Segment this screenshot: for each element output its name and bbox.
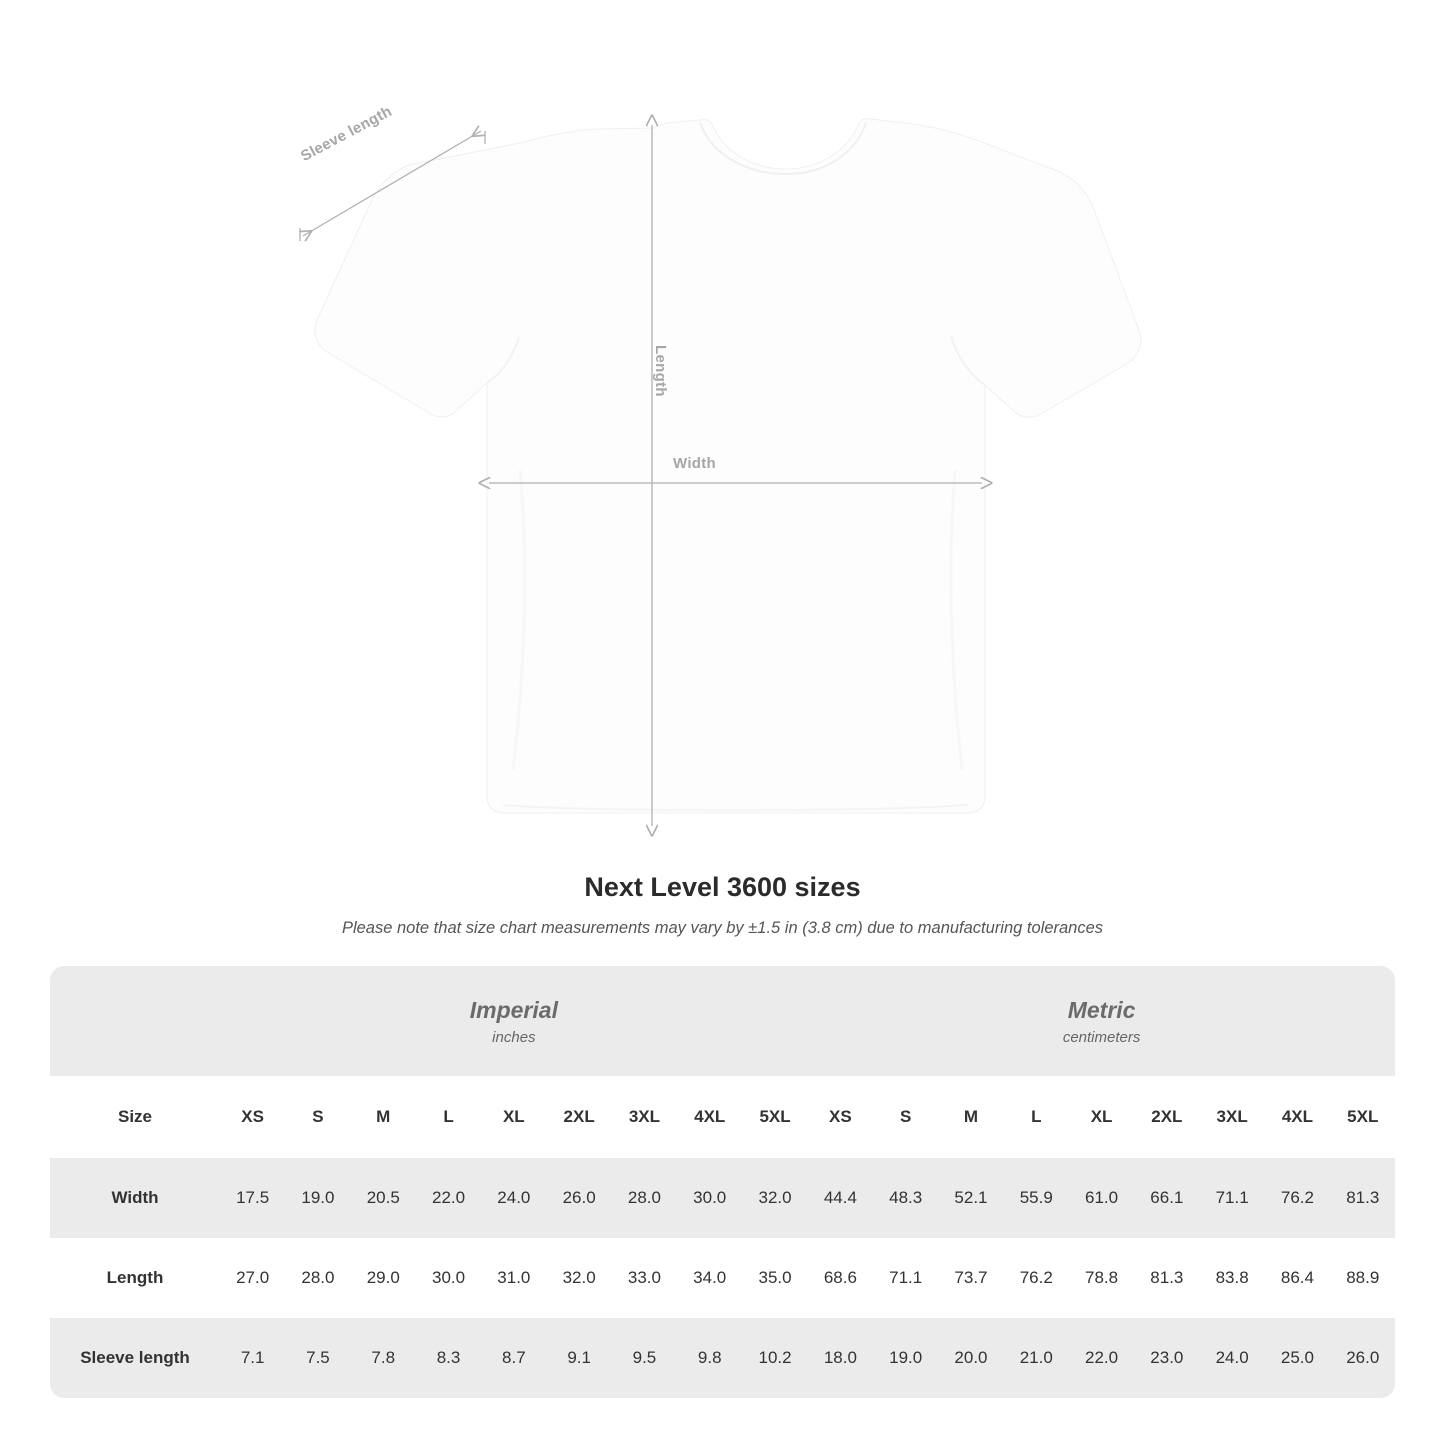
cell-width-1: 19.0 (285, 1158, 350, 1238)
header-size: Size (50, 1076, 220, 1158)
cell-sleeve-2: 7.8 (351, 1318, 416, 1398)
cell-sleeve-7: 9.8 (677, 1318, 742, 1398)
cell-sleeve-13: 22.0 (1069, 1318, 1134, 1398)
cell-width-8: 32.0 (742, 1158, 807, 1238)
cell-sleeve-16: 25.0 (1265, 1318, 1330, 1398)
cell-sleeve-15: 24.0 (1200, 1318, 1265, 1398)
sleeve-length-label: Sleeve length (298, 102, 395, 166)
cell-length-14: 81.3 (1134, 1238, 1199, 1318)
cell-length-13: 78.8 (1069, 1238, 1134, 1318)
row-label-width: Width (50, 1158, 220, 1238)
row-label-length: Length (50, 1238, 220, 1318)
group-row-spacer (50, 966, 220, 1076)
cell-length-1: 28.0 (285, 1238, 350, 1318)
cell-width-2: 20.5 (351, 1158, 416, 1238)
header-size-s-metric: S (873, 1076, 938, 1158)
header-size-2xl-imperial: 2XL (546, 1076, 611, 1158)
cell-width-9: 44.4 (808, 1158, 873, 1238)
cell-sleeve-11: 20.0 (938, 1318, 1003, 1398)
cell-sleeve-0: 7.1 (220, 1318, 285, 1398)
cell-width-15: 71.1 (1200, 1158, 1265, 1238)
cell-width-16: 76.2 (1265, 1158, 1330, 1238)
cell-width-7: 30.0 (677, 1158, 742, 1238)
cell-sleeve-1: 7.5 (285, 1318, 350, 1398)
page-title: Next Level 3600 sizes (584, 872, 861, 902)
header-size-l-imperial: L (416, 1076, 481, 1158)
cell-width-13: 61.0 (1069, 1158, 1134, 1238)
table-unit-group-row (50, 966, 1395, 1076)
group-imperial-title: Imperial (469, 996, 558, 1023)
cell-sleeve-9: 18.0 (808, 1318, 873, 1398)
cell-sleeve-3: 8.3 (416, 1318, 481, 1398)
cell-sleeve-10: 19.0 (873, 1318, 938, 1398)
cell-length-7: 34.0 (677, 1238, 742, 1318)
group-imperial-unit: inches (492, 1029, 536, 1047)
table-row-sleeve-length (50, 1318, 1395, 1398)
cell-width-6: 28.0 (612, 1158, 677, 1238)
header-size-xl-imperial: XL (481, 1076, 546, 1158)
header-size-m-metric: M (938, 1076, 1003, 1158)
cell-sleeve-4: 8.7 (481, 1318, 546, 1398)
tshirt-shape (315, 119, 1141, 813)
cell-length-15: 83.8 (1200, 1238, 1265, 1318)
size-table-container (50, 966, 1395, 1398)
cell-sleeve-8: 10.2 (742, 1318, 807, 1398)
cell-sleeve-14: 23.0 (1134, 1318, 1199, 1398)
cell-length-2: 29.0 (351, 1238, 416, 1318)
cell-width-5: 26.0 (546, 1158, 611, 1238)
header-size-2xl-metric: 2XL (1134, 1076, 1199, 1158)
cell-width-3: 22.0 (416, 1158, 481, 1238)
cell-width-17: 81.3 (1330, 1158, 1395, 1238)
cell-length-6: 33.0 (612, 1238, 677, 1318)
group-metric (808, 966, 1395, 1076)
cell-length-11: 73.7 (938, 1238, 1003, 1318)
cell-length-17: 88.9 (1330, 1238, 1395, 1318)
cell-width-10: 48.3 (873, 1158, 938, 1238)
cell-length-0: 27.0 (220, 1238, 285, 1318)
cell-length-5: 32.0 (546, 1238, 611, 1318)
cell-sleeve-6: 9.5 (612, 1318, 677, 1398)
width-label: Width (673, 455, 717, 472)
header-size-xs-metric: XS (808, 1076, 873, 1158)
cell-length-10: 71.1 (873, 1238, 938, 1318)
header-size-3xl-metric: 3XL (1200, 1076, 1265, 1158)
table-row-length (50, 1238, 1395, 1318)
cell-length-9: 68.6 (808, 1238, 873, 1318)
cell-width-0: 17.5 (220, 1158, 285, 1238)
header-size-xs-imperial: XS (220, 1076, 285, 1158)
table-row-width (50, 1158, 1395, 1238)
group-metric-unit: centimeters (1062, 1029, 1141, 1047)
row-label-sleeve-length: Sleeve length (50, 1318, 220, 1398)
group-imperial (220, 966, 808, 1076)
header-size-3xl-imperial: 3XL (612, 1076, 677, 1158)
group-metric-title: Metric (1067, 996, 1136, 1023)
header-size-4xl-imperial: 4XL (677, 1076, 742, 1158)
header-size-s-imperial: S (285, 1076, 350, 1158)
cell-length-8: 35.0 (742, 1238, 807, 1318)
header-size-5xl-imperial: 5XL (742, 1076, 807, 1158)
cell-length-4: 31.0 (481, 1238, 546, 1318)
cell-sleeve-12: 21.0 (1004, 1318, 1069, 1398)
header-size-m-imperial: M (351, 1076, 416, 1158)
cell-width-4: 24.0 (481, 1158, 546, 1238)
cell-width-14: 66.1 (1134, 1158, 1199, 1238)
table-header-row (50, 1076, 1395, 1158)
header-size-5xl-metric: 5XL (1330, 1076, 1395, 1158)
cell-length-3: 30.0 (416, 1238, 481, 1318)
size-table (50, 966, 1395, 1398)
cell-width-11: 52.1 (938, 1158, 1003, 1238)
cell-width-12: 55.9 (1004, 1158, 1069, 1238)
cell-length-16: 86.4 (1265, 1238, 1330, 1318)
header-size-xl-metric: XL (1069, 1076, 1134, 1158)
header-size-4xl-metric: 4XL (1265, 1076, 1330, 1158)
cell-length-12: 76.2 (1004, 1238, 1069, 1318)
cell-sleeve-17: 26.0 (1330, 1318, 1395, 1398)
length-label: Length (652, 345, 669, 397)
cell-sleeve-5: 9.1 (546, 1318, 611, 1398)
tolerance-note: Please note that size chart measurements may vary by ±1.5 in (3.8 cm) due to manufacturing tolerances (341, 919, 1104, 937)
header-size-l-metric: L (1004, 1076, 1069, 1158)
